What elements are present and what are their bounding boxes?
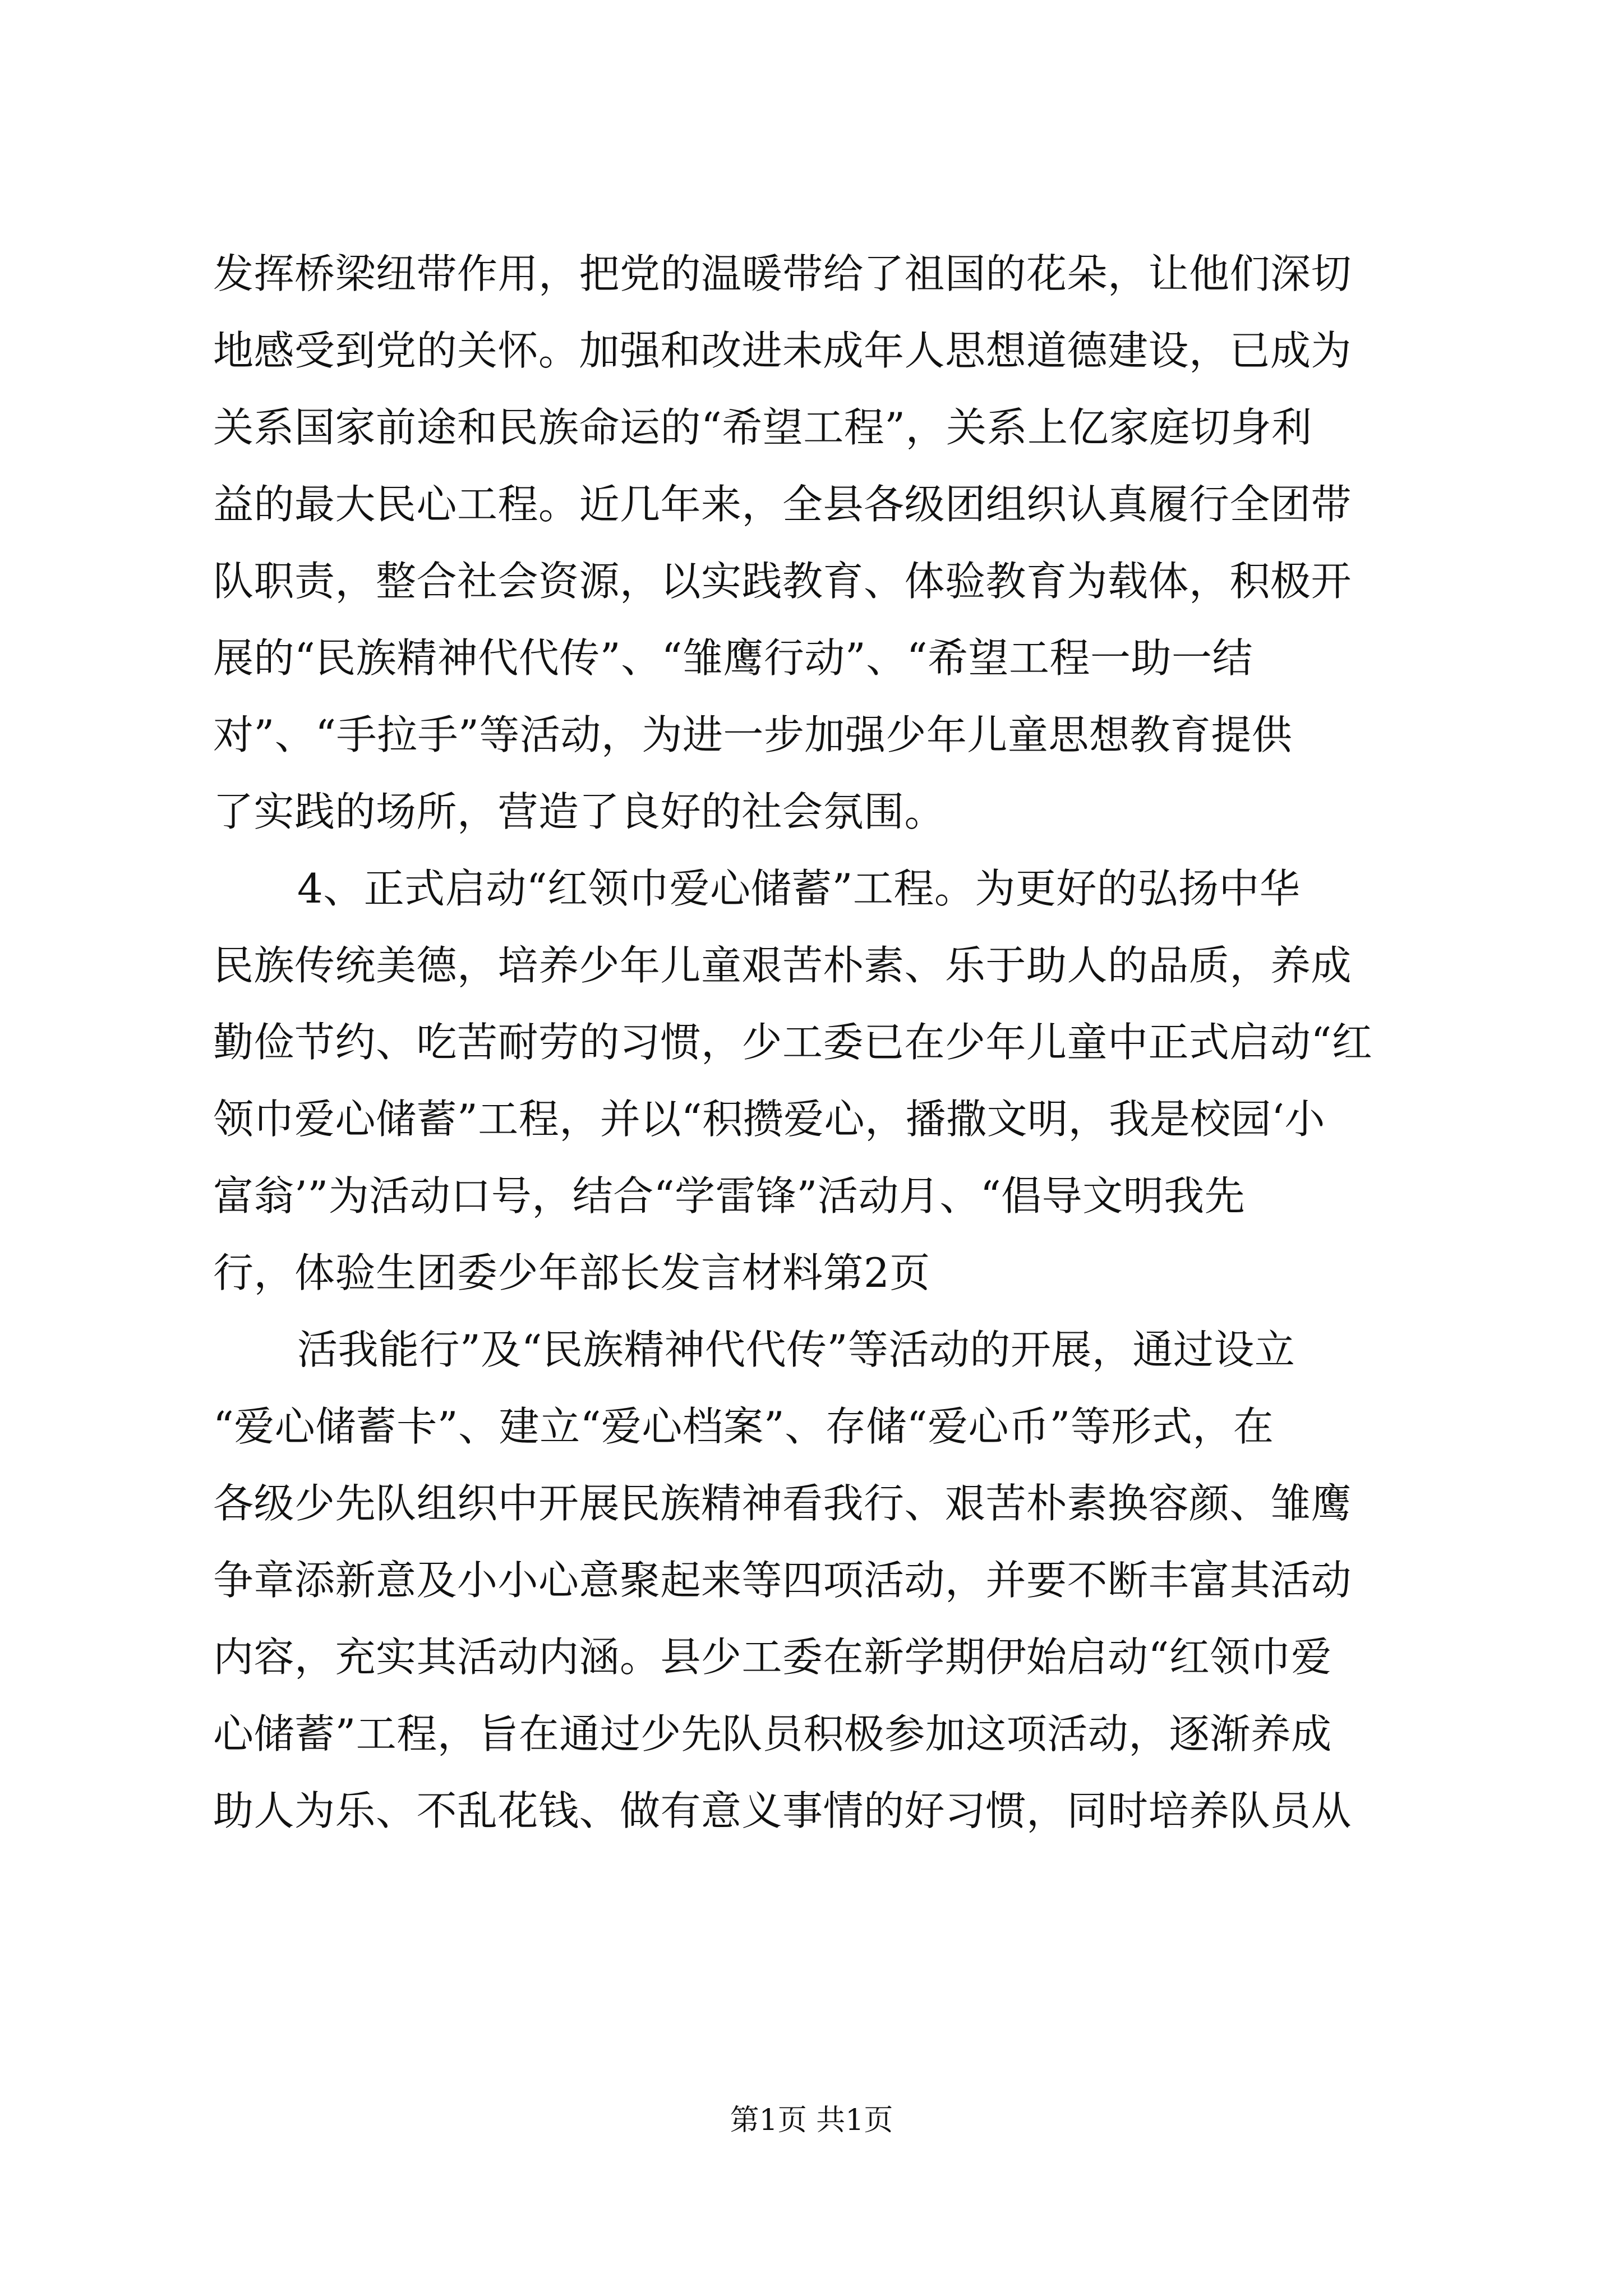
page-number-label: 第1页 共1页 [730, 2104, 893, 2137]
text-line: 行，体验生团委少年部长发言材料第2页 [213, 1249, 930, 1296]
text-line: 展的“民族精神代代传”、“雏鹰行动”、“希望工程一助一结 [213, 634, 1253, 682]
text-line: 富翁’”为活动口号，结合“学雷锋”活动月、“倡导文明我先 [213, 1172, 1246, 1220]
text-line: 心储蓄”工程，旨在通过少先队员积极参加这项活动，逐渐养成 [213, 1710, 1332, 1757]
paragraph-start-line: 活我能行”及“民族精神代代传”等活动的开展，通过设立 [297, 1326, 1295, 1373]
text-line: 发挥桥梁纽带作用，把党的温暖带给了祖国的花朵，让他们深切 [213, 250, 1352, 297]
text-line: 对”、“手拉手”等活动，为进一步加强少年儿童思想教育提供 [213, 711, 1293, 758]
paragraph-start-line: 4、正式启动“红领巾爱心储蓄”工程。为更好的弘扬中华 [297, 865, 1301, 912]
document-body [213, 236, 1424, 1849]
text-line: 关系国家前途和民族命运的“希望工程”，关系上亿家庭切身利 [213, 404, 1312, 451]
page-footer [0, 2101, 1623, 2140]
text-line: 领巾爱心储蓄”工程，并以“积攒爱心，播撒文明，我是校园‘小 [213, 1096, 1326, 1143]
text-line: 益的最大民心工程。近几年来，全县各级团组织认真履行全团带 [213, 481, 1352, 528]
text-line: 了实践的场所，营造了良好的社会氛围。 [213, 788, 946, 835]
text-line: 助人为乐、不乱花钱、做有意义事情的好习惯，同时培养队员从 [213, 1787, 1352, 1834]
text-line: 勤俭节约、吃苦耐劳的习惯，少工委已在少年儿童中正式启动“红 [213, 1019, 1373, 1066]
text-line: “爱心储蓄卡”、建立“爱心档案”、存储“爱心币”等形式，在 [213, 1403, 1274, 1450]
text-line: 民族传统美德，培养少年儿童艰苦朴素、乐于助人的品质，养成 [213, 942, 1352, 989]
text-line: 内容，充实其活动内涵。县少工委在新学期伊始启动“红领巾爱 [213, 1634, 1332, 1681]
text-line: 地感受到党的关怀。加强和改进未成年人思想道德建设，已成为 [213, 327, 1352, 374]
text-line: 队职责，整合社会资源，以实践教育、体验教育为载体，积极开 [213, 558, 1352, 605]
text-line: 各级少先队组织中开展民族精神看我行、艰苦朴素换容颜、雏鹰 [213, 1480, 1352, 1527]
text-line: 争章添新意及小小心意聚起来等四项活动，并要不断丰富其活动 [213, 1557, 1352, 1604]
